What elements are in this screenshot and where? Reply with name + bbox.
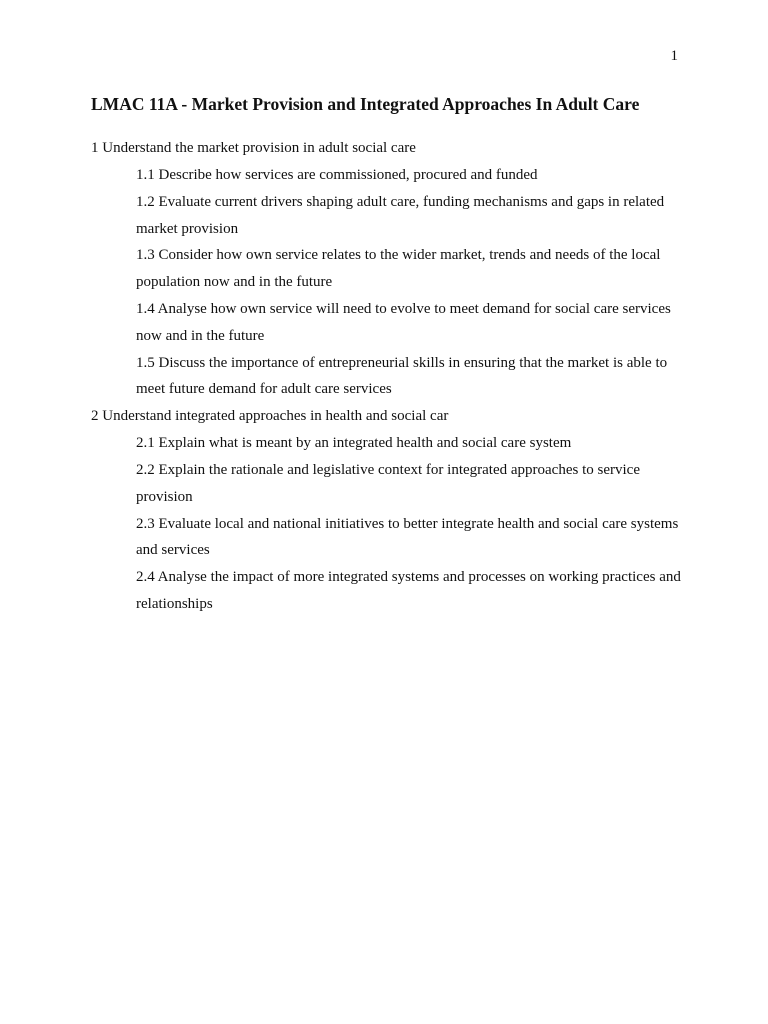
criteria-list	[91, 430, 681, 618]
section-2	[91, 403, 681, 618]
section-heading: 2 Understand integrated approaches in health and social car	[91, 408, 449, 425]
criterion-item: 1.2 Evaluate current drivers shaping adult care, funding mechanisms and gaps in related market provision	[136, 193, 665, 237]
criterion-item: 1.3 Consider how own service relates to the wider market, trends and needs of the local population now and in the future	[136, 247, 661, 291]
document-title: LMAC 11A - Market Provision and Integrated Approaches In Adult Care	[91, 94, 640, 114]
criterion-item: 1.5 Discuss the importance of entrepreneurial skills in ensuring that the market is able to meet future demand for adult care services	[136, 354, 668, 398]
criterion-item: 2.3 Evaluate local and national initiatives to better integrate health and social care systems and services	[136, 515, 679, 559]
section-1-block	[91, 135, 681, 403]
criterion-item: 2.2 Explain the rationale and legislative context for integrated approaches to service provision	[136, 461, 640, 505]
criteria-list	[91, 162, 681, 403]
criterion-item: 1.1 Describe how services are commissioned, procured and funded	[136, 167, 538, 183]
criterion-item: 2.1 Explain what is meant by an integrated health and social care system	[136, 435, 572, 452]
section-1	[91, 135, 681, 403]
section-2-block	[91, 403, 681, 618]
criterion-item: 2.4 Analyse the impact of more integrated systems and processes on working practices and relationships	[136, 569, 681, 612]
document-body	[91, 91, 681, 618]
page-number: 1	[670, 48, 678, 64]
criterion-item: 1.4 Analyse how own service will need to evolve to meet demand for social care services now and in the future	[136, 300, 671, 344]
section-heading: 1 Understand the market provision in adult social care	[91, 140, 416, 156]
